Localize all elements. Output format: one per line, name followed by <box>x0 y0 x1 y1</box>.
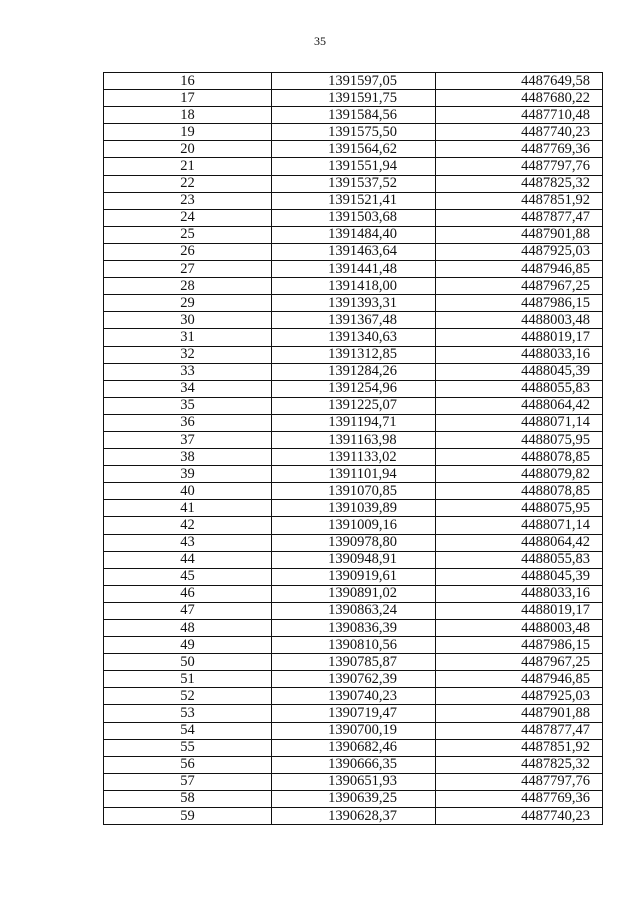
y-coordinate-cell: 4488071,14 <box>436 517 603 534</box>
x-coordinate-cell: 1391254,96 <box>272 380 436 397</box>
y-coordinate-cell: 4487986,15 <box>436 295 603 312</box>
point-number-cell: 53 <box>104 705 272 722</box>
table-row <box>104 141 603 158</box>
x-coordinate-cell: 1390719,47 <box>272 705 436 722</box>
x-coordinate-cell: 1391463,64 <box>272 243 436 260</box>
table-row <box>104 483 603 500</box>
table-row <box>104 620 603 637</box>
point-number-cell: 35 <box>104 397 272 414</box>
y-coordinate-cell: 4487901,88 <box>436 705 603 722</box>
table-row <box>104 329 603 346</box>
y-coordinate-cell: 4487740,23 <box>436 808 603 825</box>
table-row <box>104 295 603 312</box>
y-coordinate-cell: 4488078,85 <box>436 483 603 500</box>
y-coordinate-cell: 4487649,58 <box>436 73 603 90</box>
point-number-cell: 50 <box>104 654 272 671</box>
x-coordinate-cell: 1390639,25 <box>272 790 436 807</box>
table-row <box>104 654 603 671</box>
x-coordinate-cell: 1391194,71 <box>272 414 436 431</box>
x-coordinate-cell: 1391551,94 <box>272 158 436 175</box>
table-row <box>104 551 603 568</box>
x-coordinate-cell: 1391340,63 <box>272 329 436 346</box>
point-number-cell: 23 <box>104 192 272 209</box>
point-number-cell: 33 <box>104 363 272 380</box>
table-row <box>104 261 603 278</box>
table-row <box>104 414 603 431</box>
x-coordinate-cell: 1391584,56 <box>272 107 436 124</box>
table-row <box>104 517 603 534</box>
table-row <box>104 534 603 551</box>
table-row <box>104 107 603 124</box>
point-number-cell: 39 <box>104 466 272 483</box>
point-number-cell: 34 <box>104 380 272 397</box>
table-row <box>104 756 603 773</box>
x-coordinate-cell: 1390891,02 <box>272 585 436 602</box>
y-coordinate-cell: 4488055,83 <box>436 380 603 397</box>
y-coordinate-cell: 4488064,42 <box>436 397 603 414</box>
y-coordinate-cell: 4488033,16 <box>436 346 603 363</box>
table-row <box>104 671 603 688</box>
point-number-cell: 57 <box>104 773 272 790</box>
point-number-cell: 56 <box>104 756 272 773</box>
y-coordinate-cell: 4488045,39 <box>436 568 603 585</box>
y-coordinate-cell: 4488078,85 <box>436 449 603 466</box>
table-row <box>104 73 603 90</box>
x-coordinate-cell: 1390836,39 <box>272 620 436 637</box>
x-coordinate-cell: 1391393,31 <box>272 295 436 312</box>
point-number-cell: 42 <box>104 517 272 534</box>
x-coordinate-cell: 1391575,50 <box>272 124 436 141</box>
table-row <box>104 397 603 414</box>
point-number-cell: 45 <box>104 568 272 585</box>
y-coordinate-cell: 4487851,92 <box>436 192 603 209</box>
point-number-cell: 41 <box>104 500 272 517</box>
table-row <box>104 158 603 175</box>
point-number-cell: 54 <box>104 722 272 739</box>
x-coordinate-cell: 1391039,89 <box>272 500 436 517</box>
table-row <box>104 312 603 329</box>
point-number-cell: 25 <box>104 226 272 243</box>
x-coordinate-cell: 1391312,85 <box>272 346 436 363</box>
x-coordinate-cell: 1390651,93 <box>272 773 436 790</box>
x-coordinate-cell: 1390785,87 <box>272 654 436 671</box>
y-coordinate-cell: 4487946,85 <box>436 261 603 278</box>
y-coordinate-cell: 4488075,95 <box>436 500 603 517</box>
point-number-cell: 44 <box>104 551 272 568</box>
y-coordinate-cell: 4487946,85 <box>436 671 603 688</box>
y-coordinate-cell: 4487967,25 <box>436 654 603 671</box>
table-row <box>104 637 603 654</box>
x-coordinate-cell: 1390863,24 <box>272 602 436 619</box>
y-coordinate-cell: 4488055,83 <box>436 551 603 568</box>
table-row <box>104 175 603 192</box>
coordinates-table-body <box>104 73 603 825</box>
table-row <box>104 790 603 807</box>
point-number-cell: 21 <box>104 158 272 175</box>
table-row <box>104 722 603 739</box>
y-coordinate-cell: 4488071,14 <box>436 414 603 431</box>
y-coordinate-cell: 4487769,36 <box>436 141 603 158</box>
point-number-cell: 55 <box>104 739 272 756</box>
x-coordinate-cell: 1391284,26 <box>272 363 436 380</box>
y-coordinate-cell: 4487825,32 <box>436 756 603 773</box>
point-number-cell: 17 <box>104 90 272 107</box>
y-coordinate-cell: 4488019,17 <box>436 329 603 346</box>
point-number-cell: 48 <box>104 620 272 637</box>
y-coordinate-cell: 4487986,15 <box>436 637 603 654</box>
table-row <box>104 363 603 380</box>
x-coordinate-cell: 1391597,05 <box>272 73 436 90</box>
y-coordinate-cell: 4487925,03 <box>436 688 603 705</box>
x-coordinate-cell: 1391101,94 <box>272 466 436 483</box>
x-coordinate-cell: 1390762,39 <box>272 671 436 688</box>
point-number-cell: 16 <box>104 73 272 90</box>
point-number-cell: 32 <box>104 346 272 363</box>
point-number-cell: 29 <box>104 295 272 312</box>
x-coordinate-cell: 1391503,68 <box>272 209 436 226</box>
x-coordinate-cell: 1391537,52 <box>272 175 436 192</box>
y-coordinate-cell: 4487680,22 <box>436 90 603 107</box>
table-row <box>104 466 603 483</box>
x-coordinate-cell: 1390978,80 <box>272 534 436 551</box>
x-coordinate-cell: 1391591,75 <box>272 90 436 107</box>
table-row <box>104 449 603 466</box>
x-coordinate-cell: 1391418,00 <box>272 278 436 295</box>
point-number-cell: 46 <box>104 585 272 602</box>
y-coordinate-cell: 4488075,95 <box>436 431 603 448</box>
table-row <box>104 568 603 585</box>
y-coordinate-cell: 4487825,32 <box>436 175 603 192</box>
table-row <box>104 688 603 705</box>
x-coordinate-cell: 1390682,46 <box>272 739 436 756</box>
table-row <box>104 278 603 295</box>
x-coordinate-cell: 1390628,37 <box>272 808 436 825</box>
point-number-cell: 24 <box>104 209 272 226</box>
point-number-cell: 38 <box>104 449 272 466</box>
table-row <box>104 346 603 363</box>
table-row <box>104 773 603 790</box>
point-number-cell: 26 <box>104 243 272 260</box>
x-coordinate-cell: 1391163,98 <box>272 431 436 448</box>
y-coordinate-cell: 4487797,76 <box>436 773 603 790</box>
y-coordinate-cell: 4488033,16 <box>436 585 603 602</box>
page-number: 35 <box>314 34 326 48</box>
x-coordinate-cell: 1390810,56 <box>272 637 436 654</box>
table-row <box>104 602 603 619</box>
table-row <box>104 739 603 756</box>
y-coordinate-cell: 4487851,92 <box>436 739 603 756</box>
point-number-cell: 20 <box>104 141 272 158</box>
x-coordinate-cell: 1391009,16 <box>272 517 436 534</box>
table-row <box>104 209 603 226</box>
point-number-cell: 51 <box>104 671 272 688</box>
y-coordinate-cell: 4487877,47 <box>436 722 603 739</box>
table-row <box>104 192 603 209</box>
x-coordinate-cell: 1391484,40 <box>272 226 436 243</box>
x-coordinate-cell: 1390919,61 <box>272 568 436 585</box>
x-coordinate-cell: 1390666,35 <box>272 756 436 773</box>
x-coordinate-cell: 1391564,62 <box>272 141 436 158</box>
point-number-cell: 47 <box>104 602 272 619</box>
point-number-cell: 58 <box>104 790 272 807</box>
y-coordinate-cell: 4487877,47 <box>436 209 603 226</box>
point-number-cell: 52 <box>104 688 272 705</box>
y-coordinate-cell: 4488045,39 <box>436 363 603 380</box>
y-coordinate-cell: 4487710,48 <box>436 107 603 124</box>
coordinates-table <box>103 72 603 825</box>
point-number-cell: 43 <box>104 534 272 551</box>
y-coordinate-cell: 4488019,17 <box>436 602 603 619</box>
point-number-cell: 28 <box>104 278 272 295</box>
point-number-cell: 30 <box>104 312 272 329</box>
y-coordinate-cell: 4487740,23 <box>436 124 603 141</box>
y-coordinate-cell: 4487925,03 <box>436 243 603 260</box>
table-row <box>104 380 603 397</box>
point-number-cell: 36 <box>104 414 272 431</box>
point-number-cell: 18 <box>104 107 272 124</box>
x-coordinate-cell: 1390740,23 <box>272 688 436 705</box>
point-number-cell: 37 <box>104 431 272 448</box>
y-coordinate-cell: 4487797,76 <box>436 158 603 175</box>
y-coordinate-cell: 4488003,48 <box>436 620 603 637</box>
table-row <box>104 500 603 517</box>
x-coordinate-cell: 1391441,48 <box>272 261 436 278</box>
y-coordinate-cell: 4488003,48 <box>436 312 603 329</box>
y-coordinate-cell: 4488079,82 <box>436 466 603 483</box>
point-number-cell: 31 <box>104 329 272 346</box>
y-coordinate-cell: 4487967,25 <box>436 278 603 295</box>
y-coordinate-cell: 4487769,36 <box>436 790 603 807</box>
x-coordinate-cell: 1391070,85 <box>272 483 436 500</box>
table-row <box>104 431 603 448</box>
point-number-cell: 22 <box>104 175 272 192</box>
y-coordinate-cell: 4488064,42 <box>436 534 603 551</box>
x-coordinate-cell: 1391225,07 <box>272 397 436 414</box>
table-row <box>104 124 603 141</box>
x-coordinate-cell: 1391133,02 <box>272 449 436 466</box>
table-row <box>104 90 603 107</box>
point-number-cell: 40 <box>104 483 272 500</box>
table-row <box>104 226 603 243</box>
table-row <box>104 808 603 825</box>
point-number-cell: 59 <box>104 808 272 825</box>
y-coordinate-cell: 4487901,88 <box>436 226 603 243</box>
point-number-cell: 19 <box>104 124 272 141</box>
table-row <box>104 705 603 722</box>
x-coordinate-cell: 1390700,19 <box>272 722 436 739</box>
table-row <box>104 585 603 602</box>
x-coordinate-cell: 1390948,91 <box>272 551 436 568</box>
point-number-cell: 49 <box>104 637 272 654</box>
point-number-cell: 27 <box>104 261 272 278</box>
x-coordinate-cell: 1391521,41 <box>272 192 436 209</box>
table-row <box>104 243 603 260</box>
x-coordinate-cell: 1391367,48 <box>272 312 436 329</box>
